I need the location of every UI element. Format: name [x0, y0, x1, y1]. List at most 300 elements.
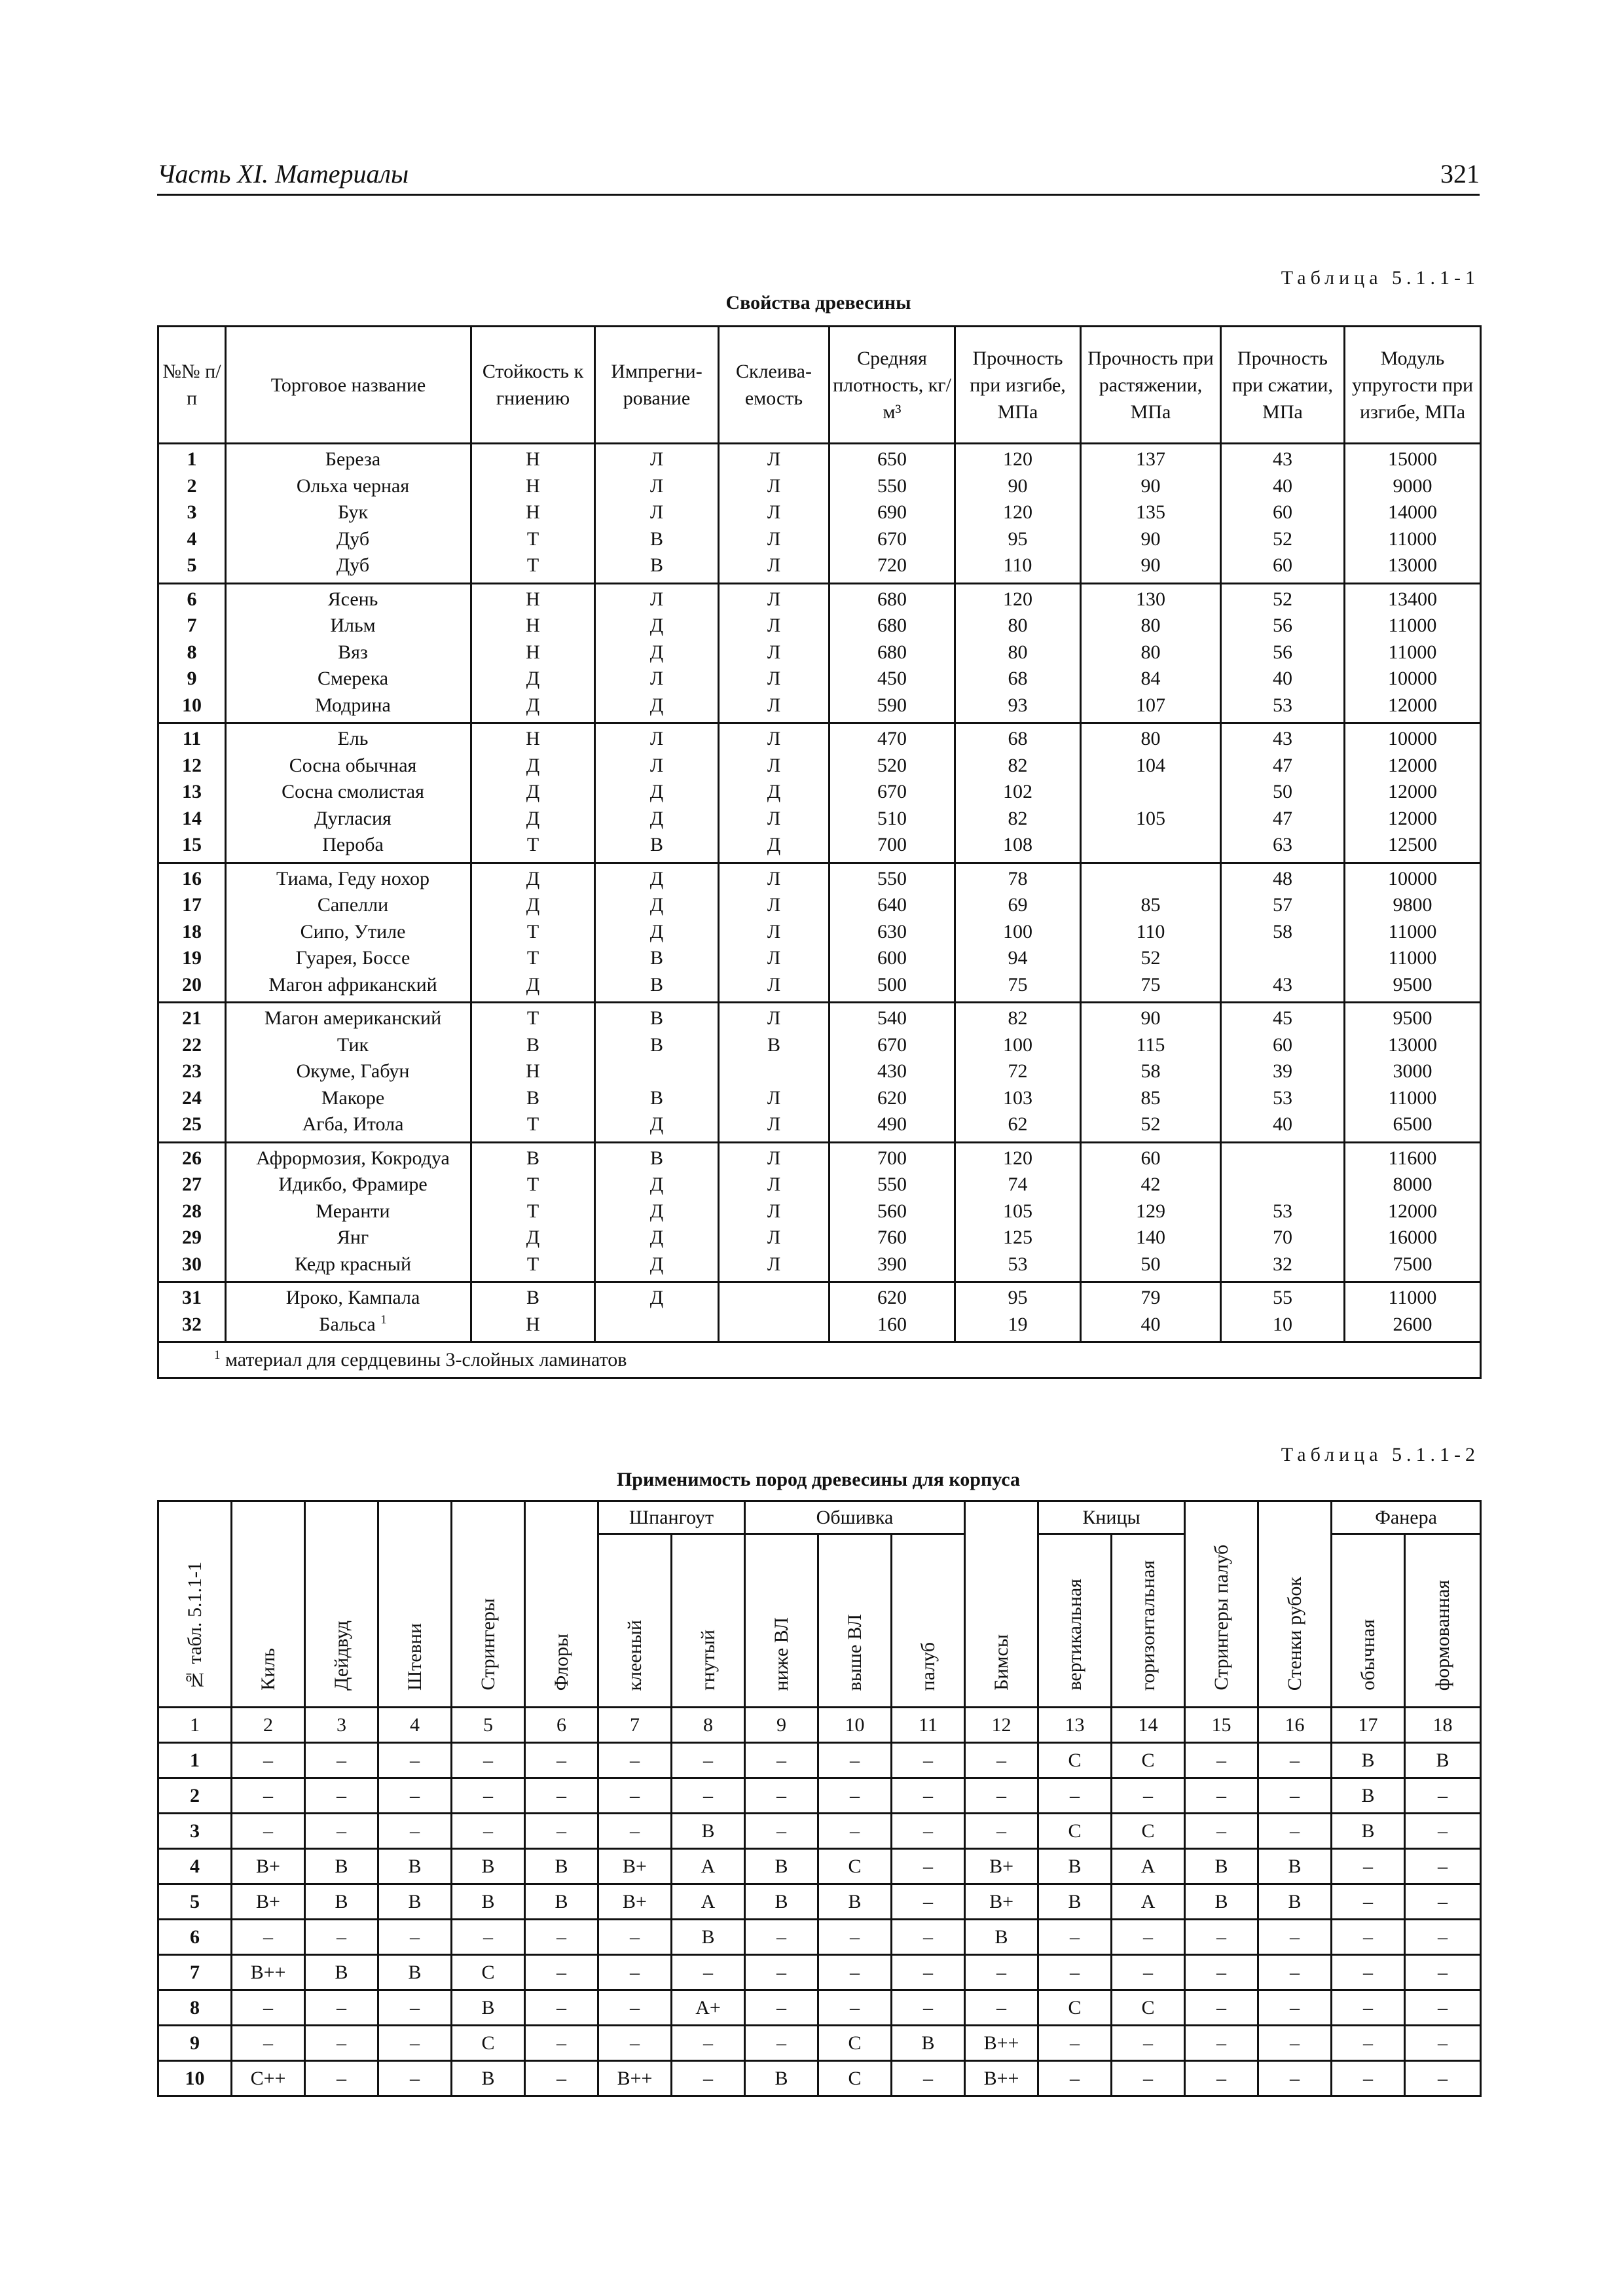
- table-cell: 700: [830, 832, 955, 863]
- table-cell: –: [672, 2026, 745, 2061]
- table-cell: 58: [1081, 1058, 1221, 1085]
- table-cell: –: [598, 1990, 672, 2026]
- table-row: [158, 1312, 1481, 1342]
- table2-title: Применимость пород древесины для корпуса: [616, 1469, 1021, 1490]
- table-cell: –: [378, 1920, 452, 1955]
- table-cell: –: [378, 1814, 452, 1849]
- table-cell: Л: [719, 583, 830, 613]
- table-cell: –: [1332, 1990, 1405, 2026]
- table-row: [158, 1849, 1481, 1884]
- table-cell: Л: [719, 1172, 830, 1198]
- row-number: 7: [158, 613, 226, 639]
- table-cell: Д: [471, 666, 595, 692]
- column-number: 6: [525, 1708, 598, 1743]
- table-cell: –: [965, 1955, 1038, 1990]
- table-cell: 590: [830, 692, 955, 723]
- column-number: 17: [1332, 1708, 1405, 1743]
- column-number: 15: [1185, 1708, 1258, 1743]
- table-cell: 68: [955, 666, 1081, 692]
- col-head-molded: формованная: [1405, 1534, 1481, 1708]
- table-cell: –: [1185, 2061, 1258, 2096]
- table-cell: В: [1405, 1743, 1481, 1778]
- table-cell: Н: [471, 1058, 595, 1085]
- table-cell: Л: [719, 444, 830, 473]
- wood-name: Кедр красный: [226, 1251, 471, 1282]
- table-cell: –: [1038, 2026, 1112, 2061]
- wood-name: Гуарея, Боссе: [226, 945, 471, 972]
- wood-name: Смерека: [226, 666, 471, 692]
- table-cell: 40: [1221, 1111, 1345, 1142]
- column-number: 12: [965, 1708, 1038, 1743]
- table-row: [158, 639, 1481, 666]
- table-cell: С: [818, 1849, 892, 1884]
- table-cell: 9500: [1345, 1003, 1481, 1032]
- group-head-plywood: Фанера: [1332, 1501, 1481, 1534]
- col-head-rot-resistance: Стойкость к гниению: [471, 327, 595, 444]
- table-cell: –: [525, 2061, 598, 2096]
- table-cell: –: [892, 1920, 965, 1955]
- table-cell: –: [598, 1778, 672, 1814]
- table-cell: В: [378, 1849, 452, 1884]
- table-cell: 620: [830, 1085, 955, 1112]
- table-cell: 670: [830, 779, 955, 806]
- table-cell: 390: [830, 1251, 955, 1282]
- row-reference: 1: [158, 1743, 232, 1778]
- table-cell: 50: [1081, 1251, 1221, 1282]
- table-cell: 550: [830, 1172, 955, 1198]
- table-cell: 560: [830, 1198, 955, 1225]
- column-number: 10: [818, 1708, 892, 1743]
- table-cell: Л: [719, 1085, 830, 1112]
- table-cell: Д: [595, 919, 719, 946]
- table-cell: Т: [471, 832, 595, 863]
- table-cell: Д: [471, 779, 595, 806]
- table-cell: 120: [955, 499, 1081, 526]
- table-cell: –: [598, 1743, 672, 1778]
- table-row: [158, 1172, 1481, 1198]
- table-cell: В: [305, 1955, 378, 1990]
- running-head: [157, 154, 1480, 196]
- table-cell: –: [1405, 2026, 1481, 2061]
- column-number: 5: [452, 1708, 525, 1743]
- table-row: [158, 863, 1481, 892]
- row-number: 22: [158, 1032, 226, 1059]
- table-cell: 39: [1221, 1058, 1345, 1085]
- table-cell: Д: [595, 806, 719, 833]
- table-cell: –: [1405, 1884, 1481, 1920]
- table-cell: 680: [830, 613, 955, 639]
- table-cell: Л: [719, 806, 830, 833]
- table-row: [158, 1884, 1481, 1920]
- table-cell: –: [1332, 1884, 1405, 1920]
- table-cell: 690: [830, 499, 955, 526]
- table-row: [158, 1085, 1481, 1112]
- table-cell: Л: [595, 753, 719, 780]
- table-cell: Д: [471, 892, 595, 919]
- table-cell: 430: [830, 1058, 955, 1085]
- table-cell: В: [1332, 1814, 1405, 1849]
- table-cell: А: [1112, 1884, 1185, 1920]
- table-cell: Д: [471, 806, 595, 833]
- table-cell: 40: [1221, 666, 1345, 692]
- table-cell: –: [745, 2026, 818, 2061]
- table-cell: В: [452, 1849, 525, 1884]
- table-cell: 720: [830, 552, 955, 583]
- col-head-beams: Бимсы: [965, 1501, 1038, 1708]
- table-cell: 160: [830, 1312, 955, 1342]
- col-head-deadwood: Дейдвуд: [305, 1501, 378, 1708]
- table-cell: –: [1038, 1778, 1112, 1814]
- table-cell: 42: [1081, 1172, 1221, 1198]
- table-cell: –: [378, 2026, 452, 2061]
- table-cell: –: [1112, 2026, 1185, 2061]
- table-cell: В++: [232, 1955, 305, 1990]
- table-cell: –: [818, 1920, 892, 1955]
- table-cell: 9500: [1345, 972, 1481, 1003]
- table-cell: В: [892, 2026, 965, 2061]
- table-cell: –: [305, 1814, 378, 1849]
- row-number: 29: [158, 1225, 226, 1251]
- column-numbers-row: [158, 1708, 1481, 1743]
- table-cell: 15000: [1345, 444, 1481, 473]
- table-cell: –: [672, 1778, 745, 1814]
- table-cell: –: [1405, 1778, 1481, 1814]
- table-row: [158, 832, 1481, 863]
- table-cell: В: [595, 526, 719, 553]
- table-cell: Л: [595, 473, 719, 500]
- table-cell: [595, 1058, 719, 1085]
- row-number: 13: [158, 779, 226, 806]
- col-head-floors: Флоры: [525, 1501, 598, 1708]
- col-head-impregnation: Импрегни- рование: [595, 327, 719, 444]
- table1-footnote-group: [158, 1342, 1481, 1378]
- table-cell: Д: [595, 1251, 719, 1282]
- table-cell: 550: [830, 863, 955, 892]
- table-cell: В: [1258, 1884, 1332, 1920]
- row-number: 30: [158, 1251, 226, 1282]
- table-cell: 43: [1221, 444, 1345, 473]
- table-cell: –: [525, 1814, 598, 1849]
- table-cell: 103: [955, 1085, 1081, 1112]
- table-cell: –: [232, 1814, 305, 1849]
- table-cell: 53: [1221, 1085, 1345, 1112]
- table-cell: Т: [471, 1198, 595, 1225]
- row-number: 20: [158, 972, 226, 1003]
- col-head-tensile-strength: Прочность при растяжении, МПа: [1081, 327, 1221, 444]
- table-cell: Л: [719, 919, 830, 946]
- table-cell: –: [378, 2061, 452, 2096]
- table-cell: 43: [1221, 723, 1345, 753]
- row-number: 27: [158, 1172, 226, 1198]
- table-row: [158, 806, 1481, 833]
- table-cell: 53: [955, 1251, 1081, 1282]
- table-cell: 48: [1221, 863, 1345, 892]
- row-reference: 6: [158, 1920, 232, 1955]
- table-cell: 102: [955, 779, 1081, 806]
- table-cell: В+: [965, 1884, 1038, 1920]
- table-cell: 90: [1081, 473, 1221, 500]
- table-cell: 85: [1081, 892, 1221, 919]
- table-cell: –: [232, 2026, 305, 2061]
- table-row: [158, 1225, 1481, 1251]
- table1-header: [158, 327, 1481, 444]
- table-cell: 60: [1221, 552, 1345, 583]
- table-cell: [1221, 1142, 1345, 1172]
- table-cell: Л: [595, 583, 719, 613]
- table-cell: –: [745, 1920, 818, 1955]
- table-cell: С: [1038, 1743, 1112, 1778]
- table-cell: 700: [830, 1142, 955, 1172]
- table-cell: Л: [595, 723, 719, 753]
- col-head-gluability: Склеива- емость: [719, 327, 830, 444]
- table-cell: 78: [955, 863, 1081, 892]
- table-cell: –: [1405, 1814, 1481, 1849]
- table-cell: Л: [719, 526, 830, 553]
- table-cell: –: [1332, 1849, 1405, 1884]
- col-head-number: №№ п/п: [158, 327, 226, 444]
- table-row: [158, 972, 1481, 1003]
- table-row: [158, 1058, 1481, 1085]
- table-cell: 6500: [1345, 1111, 1481, 1142]
- table-cell: 130: [1081, 583, 1221, 613]
- row-number: 19: [158, 945, 226, 972]
- row-number: 17: [158, 892, 226, 919]
- table-cell: –: [745, 1814, 818, 1849]
- table-cell: –: [525, 1955, 598, 1990]
- table-cell: –: [232, 1920, 305, 1955]
- table-cell: Д: [595, 1111, 719, 1142]
- table-row: [158, 892, 1481, 919]
- table-cell: Л: [595, 444, 719, 473]
- table-cell: 94: [955, 945, 1081, 972]
- table-row: [158, 613, 1481, 639]
- table-cell: В: [1038, 1849, 1112, 1884]
- table-cell: В: [1258, 1849, 1332, 1884]
- table-cell: Н: [471, 444, 595, 473]
- table-cell: [1221, 945, 1345, 972]
- table-cell: Л: [719, 552, 830, 583]
- table-cell: –: [965, 1778, 1038, 1814]
- table-cell: Л: [719, 639, 830, 666]
- table1-row-group: [158, 1003, 1481, 1143]
- table-cell: В: [595, 945, 719, 972]
- table-cell: 10: [1221, 1312, 1345, 1342]
- table-cell: 80: [1081, 639, 1221, 666]
- table-cell: В: [452, 1990, 525, 2026]
- group-head-planking: Обшивка: [745, 1501, 965, 1534]
- table-cell: 11000: [1345, 1282, 1481, 1312]
- table-cell: 540: [830, 1003, 955, 1032]
- table-cell: Д: [595, 639, 719, 666]
- wood-name: Афрормозия, Кокродуа: [226, 1142, 471, 1172]
- wood-name: Сапелли: [226, 892, 471, 919]
- table-cell: [1221, 1172, 1345, 1198]
- table-cell: 680: [830, 583, 955, 613]
- col-head-deckhouse-walls: Стенки рубок: [1258, 1501, 1332, 1708]
- table-cell: 12000: [1345, 806, 1481, 833]
- table-cell: 470: [830, 723, 955, 753]
- table-cell: 12000: [1345, 1198, 1481, 1225]
- row-number: 18: [158, 919, 226, 946]
- table-cell: –: [1185, 1743, 1258, 1778]
- wood-name: Окуме, Габун: [226, 1058, 471, 1085]
- table-cell: Л: [719, 723, 830, 753]
- table-cell: –: [1258, 1920, 1332, 1955]
- table-row: [158, 1003, 1481, 1032]
- table-cell: В: [672, 1814, 745, 1849]
- table-cell: 13000: [1345, 1032, 1481, 1059]
- table-cell: Д: [595, 779, 719, 806]
- table-cell: 110: [1081, 919, 1221, 946]
- table-cell: –: [818, 1990, 892, 2026]
- column-number: 14: [1112, 1708, 1185, 1743]
- wood-name: Вяз: [226, 639, 471, 666]
- table-cell: [719, 1058, 830, 1085]
- table-cell: Д: [471, 972, 595, 1003]
- table-cell: 56: [1221, 639, 1345, 666]
- table-cell: [719, 1312, 830, 1342]
- table-cell: 52: [1221, 526, 1345, 553]
- table-cell: В: [378, 1955, 452, 1990]
- table-row: [158, 1920, 1481, 1955]
- table-cell: В: [719, 1032, 830, 1059]
- table-cell: 110: [955, 552, 1081, 583]
- table-cell: С: [1112, 1990, 1185, 2026]
- col-head-ordinary: обычная: [1332, 1534, 1405, 1708]
- table1-caption: Таблица 5.1.1-1: [1281, 267, 1480, 289]
- table-cell: –: [892, 1990, 965, 2026]
- table-cell: 120: [955, 583, 1081, 613]
- table-cell: 80: [955, 639, 1081, 666]
- table-cell: 120: [955, 1142, 1081, 1172]
- column-number: 3: [305, 1708, 378, 1743]
- table-cell: –: [745, 1955, 818, 1990]
- table-cell: Т: [471, 919, 595, 946]
- table-cell: Т: [471, 1251, 595, 1282]
- table-cell: 12000: [1345, 692, 1481, 723]
- wood-name: Агба, Итола: [226, 1111, 471, 1142]
- row-reference: 7: [158, 1955, 232, 1990]
- table-cell: 69: [955, 892, 1081, 919]
- table-cell: А: [1112, 1849, 1185, 1884]
- table-row: [158, 1778, 1481, 1814]
- table-cell: Л: [719, 473, 830, 500]
- wood-name: Дугласия: [226, 806, 471, 833]
- table-cell: 68: [955, 723, 1081, 753]
- table-row: [158, 723, 1481, 753]
- table-cell: А: [672, 1849, 745, 1884]
- row-number: 6: [158, 583, 226, 613]
- table-cell: С: [1112, 1814, 1185, 1849]
- table-cell: Д: [595, 1225, 719, 1251]
- row-number: 8: [158, 639, 226, 666]
- col-head-table-ref: № табл. 5.1.1-1: [158, 1501, 232, 1708]
- col-head-bending-strength: Прочность при изгибе, МПа: [955, 327, 1081, 444]
- footnote-marker: 1: [380, 1312, 387, 1327]
- table-cell: В+: [598, 1849, 672, 1884]
- wood-name: Бальса $^1$: [226, 1312, 471, 1342]
- table-cell: –: [892, 1955, 965, 1990]
- table-cell: С: [452, 2026, 525, 2061]
- table-cell: 84: [1081, 666, 1221, 692]
- table-cell: В: [305, 1849, 378, 1884]
- table-row: [158, 945, 1481, 972]
- table-cell: Т: [471, 1111, 595, 1142]
- row-number: 11: [158, 723, 226, 753]
- table-cell: 56: [1221, 613, 1345, 639]
- table-row: [158, 753, 1481, 780]
- table-cell: –: [1112, 1955, 1185, 1990]
- table-cell: В: [595, 972, 719, 1003]
- table-cell: 14000: [1345, 499, 1481, 526]
- table-cell: –: [452, 1778, 525, 1814]
- col-head-deck: палуб: [892, 1534, 965, 1708]
- table-cell: –: [1038, 1955, 1112, 1990]
- wood-name: Тик: [226, 1032, 471, 1059]
- col-head-below-wl: ниже ВЛ: [745, 1534, 818, 1708]
- row-reference: 2: [158, 1778, 232, 1814]
- table-cell: В: [1332, 1743, 1405, 1778]
- table-cell: В: [1185, 1884, 1258, 1920]
- table-cell: 105: [1081, 806, 1221, 833]
- table-cell: 32: [1221, 1251, 1345, 1282]
- table-cell: Л: [719, 1142, 830, 1172]
- table-cell: В: [525, 1849, 598, 1884]
- table-cell: –: [525, 1778, 598, 1814]
- table-cell: –: [452, 1920, 525, 1955]
- table-cell: 90: [1081, 1003, 1221, 1032]
- table-cell: В+: [232, 1849, 305, 1884]
- table-row: [158, 1743, 1481, 1778]
- table-cell: 11000: [1345, 945, 1481, 972]
- table-cell: Д: [595, 1198, 719, 1225]
- row-number: 26: [158, 1142, 226, 1172]
- table-cell: В: [471, 1032, 595, 1059]
- table-cell: 11600: [1345, 1142, 1481, 1172]
- wood-applicability-table: [157, 1500, 1482, 2097]
- table-cell: –: [232, 1743, 305, 1778]
- table-row: [158, 1198, 1481, 1225]
- row-number: 4: [158, 526, 226, 553]
- table-cell: –: [232, 1778, 305, 1814]
- row-reference: 8: [158, 1990, 232, 2026]
- table-row: [158, 2061, 1481, 2096]
- table-cell: 82: [955, 1003, 1081, 1032]
- column-number: 8: [672, 1708, 745, 1743]
- table-cell: –: [1405, 2061, 1481, 2096]
- table-cell: 12000: [1345, 753, 1481, 780]
- table-cell: В++: [965, 2026, 1038, 2061]
- table-cell: [1081, 832, 1221, 863]
- table-cell: 650: [830, 444, 955, 473]
- row-number: 12: [158, 753, 226, 780]
- table-cell: В: [1185, 1849, 1258, 1884]
- table-cell: Н: [471, 473, 595, 500]
- table-cell: Л: [719, 972, 830, 1003]
- table-cell: Л: [719, 945, 830, 972]
- table-cell: –: [1405, 1955, 1481, 1990]
- table-cell: Т: [471, 945, 595, 972]
- table-cell: В: [745, 1884, 818, 1920]
- table-cell: Т: [471, 1172, 595, 1198]
- table-cell: –: [892, 1849, 965, 1884]
- wood-name: Бук: [226, 499, 471, 526]
- table-cell: Л: [719, 613, 830, 639]
- table-cell: 80: [955, 613, 1081, 639]
- table-cell: В: [672, 1920, 745, 1955]
- table-cell: –: [1332, 1955, 1405, 1990]
- table-cell: –: [305, 1920, 378, 1955]
